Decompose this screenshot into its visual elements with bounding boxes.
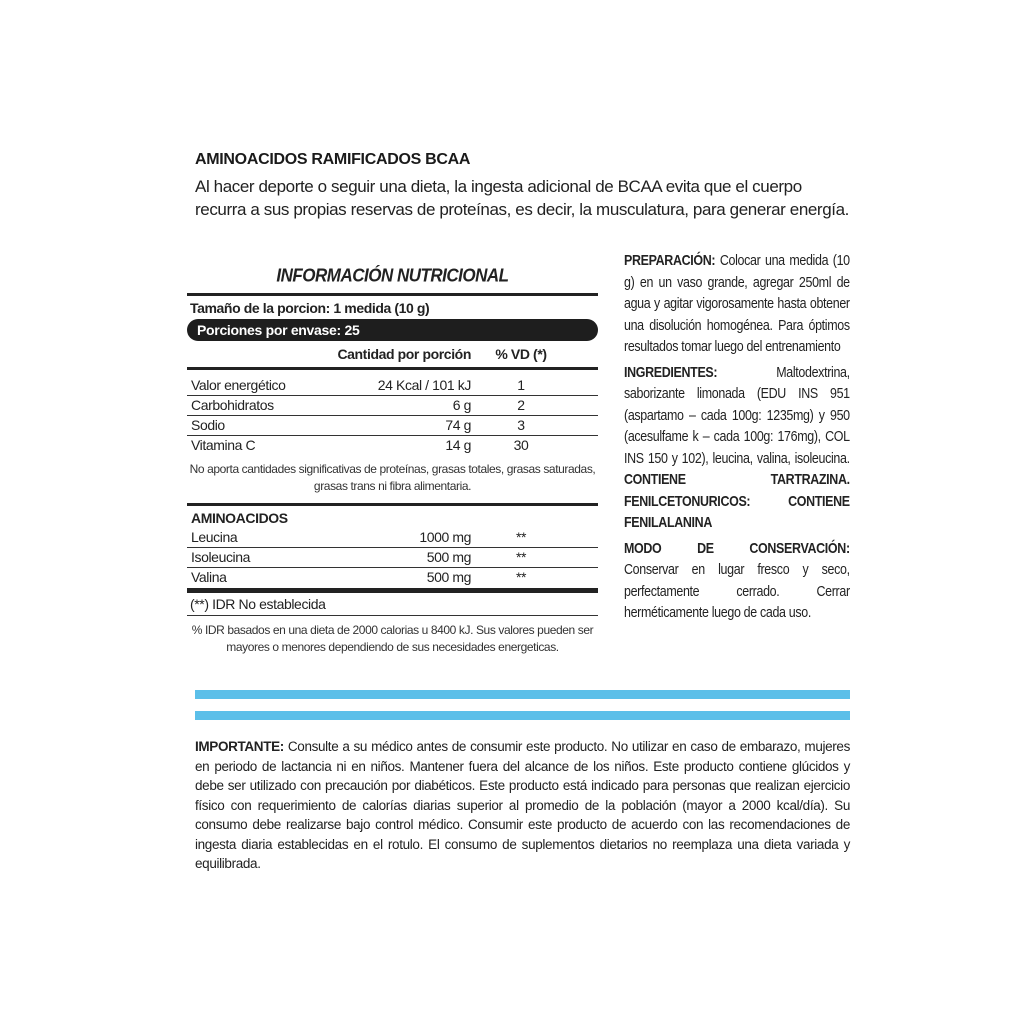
- row-vd: 30: [513, 437, 529, 453]
- table-row: [187, 416, 598, 436]
- conservation-label: MODO DE CONSERVACIÓN:: [624, 539, 850, 557]
- row-amount: 24 Kcal / 101 kJ: [377, 377, 471, 393]
- important-text: Consulte a su médico antes de consumir este producto. No utilizar en caso de embarazo, mujeres en periodo de lactancia ni en niños. Mantener fuera del alcance de los niños. Este producto contiene glúcidos y debe ser utilizado con precaución por diabéticos. Este producto está indicado para personas que realizan ejercicio físico con requerimiento de calorías diarias superior al promedio de la población (mayor a 2000 kcal/día). Su consumo debe realizarse bajo control médico. Consumir este producto de acuerdo con las recomendaciones de ingesta diaria establecidas en el rotulo. El consumo de suplementos dietarios no reemplaza una dieta variada y equilibrada.: [195, 739, 850, 871]
- row-vd: **: [515, 529, 527, 545]
- preparation-text: Colocar una medida (10 g) en un vaso grande, agregar 250ml de agua y agitar vigorosamente hasta obtener una disolución homogénea. Para óptimos resultados tomar luego del entrenamiento: [624, 252, 850, 355]
- right-column: [624, 250, 850, 628]
- important-notice: [195, 737, 850, 874]
- ingredients-warning: CONTIENE TARTRAZINA. FENILCETONURICOS: CONTIENE FENILALANINA: [624, 471, 850, 531]
- idr-note: (**) IDR No establecida: [190, 596, 326, 612]
- row-name: Carbohidratos: [191, 397, 274, 413]
- col-vd: % VD (*): [495, 346, 547, 362]
- row-amount: 74 g: [445, 417, 471, 433]
- row-amount: 6 g: [452, 397, 471, 413]
- nutrition-heading: INFORMACIÓN NUTRICIONAL: [276, 265, 509, 286]
- table-row: [187, 376, 598, 396]
- row-name: Isoleucina: [191, 549, 251, 565]
- accent-bar-bottom: [195, 711, 850, 720]
- row-name: Sodio: [191, 417, 225, 433]
- ingredients-text: Maltodextrina, saborizante limonada (EDU INS 951 (aspartamo – cada 100g: 1235mg) y 950 (acesulfame k – cada 100g: 176mg), COL INS 150 y 102), leucina, valina, isoleucina.: [624, 363, 850, 467]
- preparation-label: PREPARACIÓN:: [624, 252, 716, 269]
- product-title: AMINOACIDOS RAMIFICADOS BCAA: [195, 151, 471, 168]
- row-name: Valor energético: [191, 377, 286, 393]
- row-amount: 1000 mg: [419, 529, 471, 545]
- servings-pill: Porciones por envase: 25: [187, 319, 598, 341]
- accent-bar-top: [195, 690, 850, 699]
- ingredients-label: INGREDIENTES:: [624, 363, 718, 381]
- conservation-text: Conservar en lugar fresco y seco, perfectamente cerrado. Cerrar herméticamente luego de cada uso.: [624, 561, 850, 621]
- row-vd: 3: [517, 417, 525, 433]
- table-row: [187, 396, 598, 416]
- important-label: IMPORTANTE:: [195, 739, 284, 754]
- row-vd: **: [515, 569, 527, 585]
- row-name: Leucina: [191, 529, 238, 545]
- row-amount: 500 mg: [426, 569, 471, 585]
- col-amount: Cantidad por porción: [337, 346, 471, 362]
- row-vd: 1: [517, 377, 525, 393]
- table-row: [187, 568, 598, 587]
- table-row: [187, 548, 598, 568]
- row-name: Vitamina C: [191, 437, 256, 453]
- table-row: [187, 436, 598, 455]
- amino-heading: AMINOACIDOS: [191, 510, 288, 526]
- row-amount: 14 g: [445, 437, 471, 453]
- footnote: % IDR basados en una dieta de 2000 calorias u 8400 kJ. Sus valores pueden ser mayores o menores dependiendo de sus necesidades energeticas.: [191, 623, 594, 654]
- row-name: Valina: [191, 569, 227, 585]
- row-amount: 500 mg: [426, 549, 471, 565]
- intro-text: Al hacer deporte o seguir una dieta, la ingesta adicional de BCAA evita que el cuerpo recurra a sus propias reservas de proteínas, es decir, la musculatura, para generar energía.: [195, 177, 849, 219]
- serving-size: Tamaño de la porcion: 1 medida (10 g): [190, 300, 430, 316]
- nutrition-note: No aporta cantidades significativas de proteínas, grasas totales, grasas saturadas, grasas trans ni fibra alimentaria.: [189, 462, 596, 493]
- nutrition-table: [187, 266, 598, 656]
- row-vd: **: [515, 549, 527, 565]
- row-vd: 2: [517, 397, 525, 413]
- table-row: [187, 528, 598, 548]
